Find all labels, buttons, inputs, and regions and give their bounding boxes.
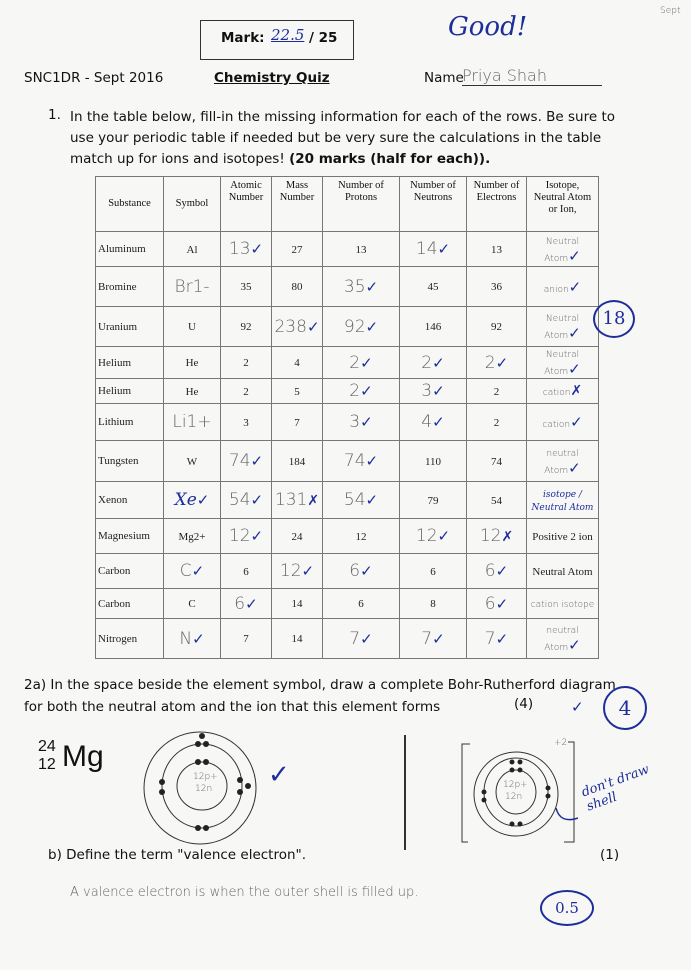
table-cell [221,232,272,267]
table-cell [221,554,272,589]
table-cell [400,619,467,659]
table-cell [164,307,221,347]
cell-value: 14 [415,239,438,259]
column-header: Number of Neutrons [400,177,467,232]
table-cell [467,482,527,519]
table-cell [527,441,599,482]
table-cell [527,347,599,379]
q1-marks: (20 marks (half for each)). [289,151,491,167]
cell-value: Neutral Atom [544,236,580,264]
check-icon: ✓ [568,277,582,296]
cell-value: Neutral Atom [544,350,580,377]
table-cell [221,441,272,482]
table-cell [323,379,400,404]
table-cell [467,267,527,307]
cell-value: 2 [349,352,361,373]
ion-charge: +2 [554,738,568,748]
cell-value: Al [186,243,198,256]
cell-value: 7 [484,628,496,649]
cell-value: 2 [493,416,500,429]
cell-value: 6 [243,565,249,578]
substance-name: Uranium [96,307,164,347]
cell-value: 74 [228,451,251,471]
table-cell [164,589,221,619]
table-row [96,482,599,519]
teacher-comment: Good! [448,12,528,42]
cell-value: 184 [288,455,306,468]
column-header: Number of Electrons [467,177,527,232]
cell-value: 4 [294,357,300,369]
column-header: Mass Number [272,177,323,232]
cell-value: anion [543,284,569,295]
cell-value: 110 [424,455,442,468]
table-cell [323,307,400,347]
table-cell [527,482,599,519]
cell-value: 27 [291,243,303,256]
table-cell [323,347,400,379]
check-icon: ✓ [268,760,290,790]
table-cell [164,619,221,659]
check-icon: ✓ [432,382,445,400]
substance-name: Magnesium [96,519,164,554]
cell-value: Neutral Atom [532,565,593,578]
table-cell [400,232,467,267]
table-cell [221,347,272,379]
table-cell [221,619,272,659]
table-cell [400,379,467,404]
table-cell [323,404,400,441]
check-icon: ✓ [568,246,581,265]
course-code: SNC1DR - Sept 2016 [24,70,164,86]
atomic-number: 12 [38,756,56,773]
cell-value: 3 [421,381,433,401]
q2a-score: 4 [603,686,647,730]
cell-value: 146 [424,321,442,333]
table-cell [272,232,323,267]
cell-value: 74 [343,451,366,471]
cell-value: 13 [228,239,251,259]
substance-name: Bromine [96,267,164,307]
cell-value: 3 [349,412,361,432]
q2b-score: 0.5 [540,890,594,926]
table-cell [272,589,323,619]
table-cell [527,619,599,659]
table-cell [400,404,467,441]
cell-value: 35 [240,281,252,293]
cell-value: 2 [349,381,361,401]
q1-score: 18 [593,300,635,338]
table-cell [400,589,467,619]
mark-total: / 25 [309,30,338,46]
q2b-text: b) Define the term "valence electron". [48,847,307,863]
cell-value: He [185,357,199,369]
table-cell [221,519,272,554]
element-table [95,176,599,659]
x-mark-icon: ✗ [570,383,583,399]
cell-value: C [179,561,192,581]
column-header: Substance [96,177,164,232]
check-icon: ✓ [570,413,583,431]
table-cell [400,307,467,347]
cell-value: 8 [430,598,436,610]
cell-value: Br1- [174,276,210,297]
cell-value: 2 [243,357,249,369]
cell-value: C [188,598,196,610]
mass-number: 24 [38,738,56,755]
cell-value: He [185,385,199,398]
table-cell [400,267,467,307]
cell-value: 12 [479,526,502,546]
table-cell [323,619,400,659]
table-cell [221,307,272,347]
substance-name: Carbon [96,554,164,589]
table-row [96,589,599,619]
table-cell [527,404,599,441]
check-icon: ✓ [365,317,379,336]
cell-value: 74 [491,455,502,468]
check-icon: ✓ [250,527,264,545]
substance-name: Aluminum [96,232,164,267]
q1-number: 1. [48,107,61,123]
cell-value: 5 [294,385,300,398]
table-cell [527,267,599,307]
check-icon: ✓ [196,491,210,509]
x-mark-icon: ✗ [501,529,514,545]
check-icon: ✓ [250,491,264,509]
cell-value: 7 [349,628,361,649]
cell-value: 92 [491,321,502,333]
cell-value: 12 [279,561,302,581]
cell-value: 14 [291,598,303,610]
table-cell [272,619,323,659]
cell-value: 131 [274,490,308,510]
table-cell [221,267,272,307]
table-cell [323,589,400,619]
column-header: Number of Protons [323,177,400,232]
mark-box [200,20,354,60]
cell-value: 2 [243,385,249,398]
q1-text [70,107,640,170]
q2a-text: 2a) In the space beside the element symbol, draw a complete Bohr-Rutherford diagram for both the neutral atom and the ion that this element forms [24,677,616,715]
table-cell [272,441,323,482]
check-icon: ✓ [495,353,509,372]
check-icon: ✓ [568,458,581,477]
cell-value: 92 [240,321,252,333]
table-row [96,554,599,589]
q1-instructions: In the table below, fill-in the missing information for each of the rows. Be sure to use your periodic table if needed but be very sure the calculations in the table match up for ions and isotopes! [70,109,616,167]
cell-value: cation [542,388,571,398]
table-cell [527,554,599,589]
table-cell [400,482,467,519]
cell-value: 54 [343,490,366,510]
divider-line [404,735,406,850]
cell-value: 13 [355,243,367,256]
table-row [96,404,599,441]
check-icon: ✓ [365,277,379,296]
check-icon: ✓ [301,562,315,580]
table-row [96,519,599,554]
check-icon: ✓ [245,594,258,613]
check-icon: ✓ [360,382,373,400]
table-cell [164,267,221,307]
cell-value: 35 [343,276,366,297]
cell-value: cation isotope [530,600,595,610]
check-icon: ✓ [191,562,205,580]
table-cell [527,379,599,404]
cell-value: 2 [493,385,500,398]
cell-value: isotope / Neutral Atom [531,490,594,513]
check-icon: ✓ [360,562,373,580]
column-header: Symbol [164,177,221,232]
cell-value: Mg2+ [178,530,206,543]
cell-value: 14 [291,633,303,645]
check-icon: ✓ [495,629,509,648]
corner-note: Sept [660,6,681,16]
table-row [96,347,599,379]
cell-value: 92 [343,316,366,337]
table-cell [467,232,527,267]
table-cell [272,267,323,307]
table-header [96,177,599,232]
check-icon: ✓ [571,698,584,716]
cell-value: U [188,321,196,333]
cell-value: 2 [484,352,496,373]
check-icon: ✓ [365,491,379,509]
cell-value: N [179,628,193,649]
check-icon: ✓ [568,360,581,378]
cell-value: 12 [355,530,367,543]
cell-value: 6 [234,593,246,614]
x-mark-icon: ✗ [307,493,320,509]
substance-name: Xenon [96,482,164,519]
cell-value: 3 [243,416,249,429]
column-header: Atomic Number [221,177,272,232]
check-icon: ✓ [360,353,373,372]
cell-value: 6 [349,561,361,581]
cell-value: 24 [291,530,303,543]
cell-value: 6 [358,598,364,610]
table-cell [323,554,400,589]
cell-value: 54 [491,494,502,507]
table-cell [164,441,221,482]
table-cell [467,589,527,619]
quiz-title: Chemistry Quiz [214,70,330,86]
cell-value: Neutral Atom [544,314,580,341]
table-cell [467,404,527,441]
ion-nucleus-protons: 12p+ [503,780,528,790]
student-name: Priya Shah [462,66,602,86]
table-cell [272,482,323,519]
check-icon: ✓ [437,527,451,545]
table-row [96,307,599,347]
substance-name: Helium [96,379,164,404]
table-cell [400,347,467,379]
check-icon: ✓ [437,240,451,258]
table-cell [221,404,272,441]
cell-value: Li1+ [172,412,212,432]
ion-nucleus-neutrons: 12n [505,792,523,802]
element-symbol: Mg [62,740,104,773]
table-cell [527,589,599,619]
table-cell [527,519,599,554]
cell-value: 54 [228,490,251,510]
check-icon: ✓ [192,629,205,648]
table-cell [272,347,323,379]
q2b-marks: (1) [600,847,620,863]
table-cell [164,232,221,267]
column-header: Isotope, Neutral Atom or Ion, [527,177,599,232]
cell-value: 12 [415,526,438,546]
check-icon: ✓ [432,353,445,372]
table-cell [164,554,221,589]
table-row [96,267,599,307]
cell-value: 238 [274,316,307,337]
q2a-marks: (4) [514,696,534,712]
check-icon: ✓ [495,562,509,580]
table-cell [272,307,323,347]
table-cell [164,347,221,379]
cell-value: 13 [491,243,502,256]
cell-value: 2 [421,352,433,373]
table-cell [323,519,400,554]
mark-value: 22.5 [271,26,305,44]
check-icon: ✓ [568,636,581,654]
table-cell [164,482,221,519]
table-cell [272,519,323,554]
mark-label: Mark: [221,30,265,46]
check-icon: ✓ [250,240,264,258]
table-row [96,619,599,659]
check-icon: ✓ [432,413,445,431]
table-cell [467,519,527,554]
table-cell [323,232,400,267]
table-cell [221,379,272,404]
check-icon: ✓ [250,452,264,470]
table-cell [527,307,599,347]
table-row [96,379,599,404]
table-cell [323,267,400,307]
table-cell [323,482,400,519]
cell-value: neutral Atom [544,448,579,476]
table-cell [400,519,467,554]
table-cell [467,554,527,589]
check-icon: ✓ [432,629,445,648]
table-cell [323,441,400,482]
substance-name: Tungsten [96,441,164,482]
check-icon: ✓ [360,413,373,431]
check-icon: ✓ [365,452,379,470]
cell-value: 6 [430,565,436,578]
table-cell [221,589,272,619]
cell-value: 6 [484,593,496,614]
name-label: Name [424,70,464,86]
table-cell [272,379,323,404]
table-cell [272,554,323,589]
cell-value: cation [542,420,571,430]
substance-name: Nitrogen [96,619,164,659]
cell-value: 7 [421,628,433,649]
cell-value: 4 [421,412,433,432]
cell-value: 80 [291,281,303,293]
q2b-answer: A valence electron is when the outer shell is filled up. [70,885,419,900]
table-cell [164,404,221,441]
table-cell [400,554,467,589]
table-cell [164,519,221,554]
cell-value: neutral Atom [544,626,579,653]
substance-name: Carbon [96,589,164,619]
cell-value: 79 [427,494,439,507]
check-icon: ✓ [360,629,373,648]
table-cell [221,482,272,519]
table-row [96,232,599,267]
table-cell [467,307,527,347]
table-cell [467,441,527,482]
substance-name: Helium [96,347,164,379]
nucleus-neutrons: 12n [195,784,213,794]
table-cell [272,404,323,441]
cell-value: 12 [228,526,251,546]
cell-value: 7 [243,633,249,645]
cell-value: Positive 2 ion [532,530,593,543]
teacher-note-shell: don't draw shell [579,762,652,815]
table-row [96,441,599,482]
check-icon: ✓ [568,324,581,342]
table-cell [467,347,527,379]
check-icon: ✓ [495,594,509,613]
cell-value: W [186,455,198,468]
cell-value: 6 [484,561,496,581]
table-cell [400,441,467,482]
cell-value: 36 [491,281,502,293]
cell-value: 7 [294,416,300,429]
table-cell [527,232,599,267]
substance-name: Lithium [96,404,164,441]
table-cell [467,619,527,659]
cell-value: 45 [427,281,439,293]
check-icon: ✓ [306,317,320,336]
nucleus-protons: 12p+ [193,772,218,782]
table-cell [164,379,221,404]
cell-value: Xe [174,490,197,510]
table-cell [467,379,527,404]
